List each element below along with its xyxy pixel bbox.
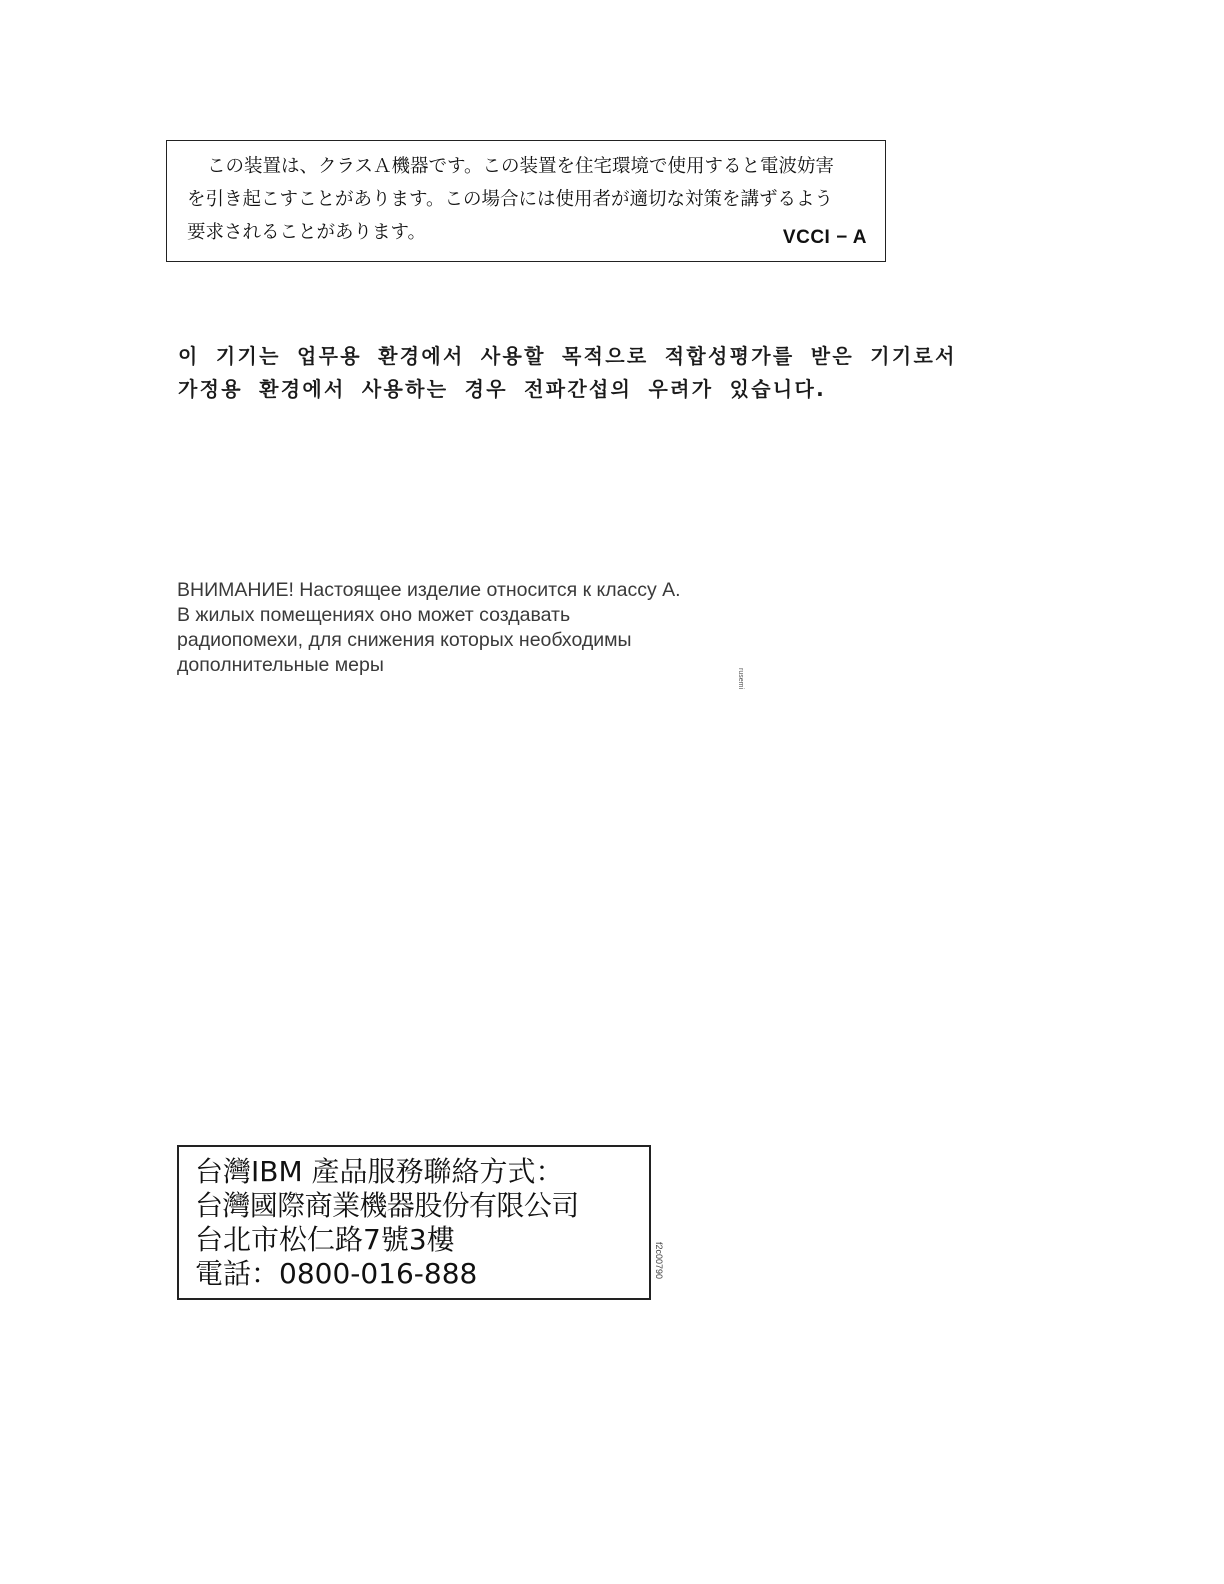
russia-notice — [177, 578, 681, 678]
vcci-class-label: VCCI − A — [782, 227, 867, 248]
korea-notice-line-1: 이 기기는 업무용 환경에서 사용할 목적으로 적합성평가를 받은 기기로서 — [178, 344, 957, 368]
vcci-notice-box — [166, 140, 886, 262]
taiwan-contact-line-3: 台北市松仁路7號3樓 — [195, 1223, 455, 1256]
russia-notice-line-4: дополнительные меры — [177, 654, 384, 676]
taiwan-contact-line-2: 台灣國際商業機器股份有限公司 — [195, 1189, 579, 1222]
taiwan-contact-box — [177, 1145, 651, 1300]
russia-notice-line-3: радиопомехи, для снижения которых необходимы — [177, 629, 632, 651]
russia-figure-reference-code: rusemi — [737, 668, 744, 690]
taiwan-contact-line-1: 台灣IBM 產品服務聯絡方式： — [195, 1155, 564, 1188]
vcci-notice-line-1: この装置は、クラスＡ機器です。この装置を住宅環境で使用すると電波妨害 — [207, 156, 834, 177]
vcci-notice-line-2: を引き起こすことがあります。この場合には使用者が適切な対策を講ずるよう — [187, 189, 834, 210]
russia-notice-line-1: ВНИМАНИЕ! Настоящее изделие относится к классу А. — [177, 579, 681, 601]
russia-notice-line-2: В жилых помещениях оно может создавать — [177, 604, 571, 626]
taiwan-contact-line-4: 電話：0800-016-888 — [195, 1257, 478, 1290]
korea-notice — [178, 340, 978, 406]
korea-notice-line-2: 가정용 환경에서 사용하는 경우 전파간섭의 우려가 있습니다. — [178, 377, 826, 401]
vcci-notice-line-3: 要求されることがあります。 — [187, 222, 427, 243]
taiwan-figure-reference-code: f2c00790 — [654, 1242, 664, 1280]
